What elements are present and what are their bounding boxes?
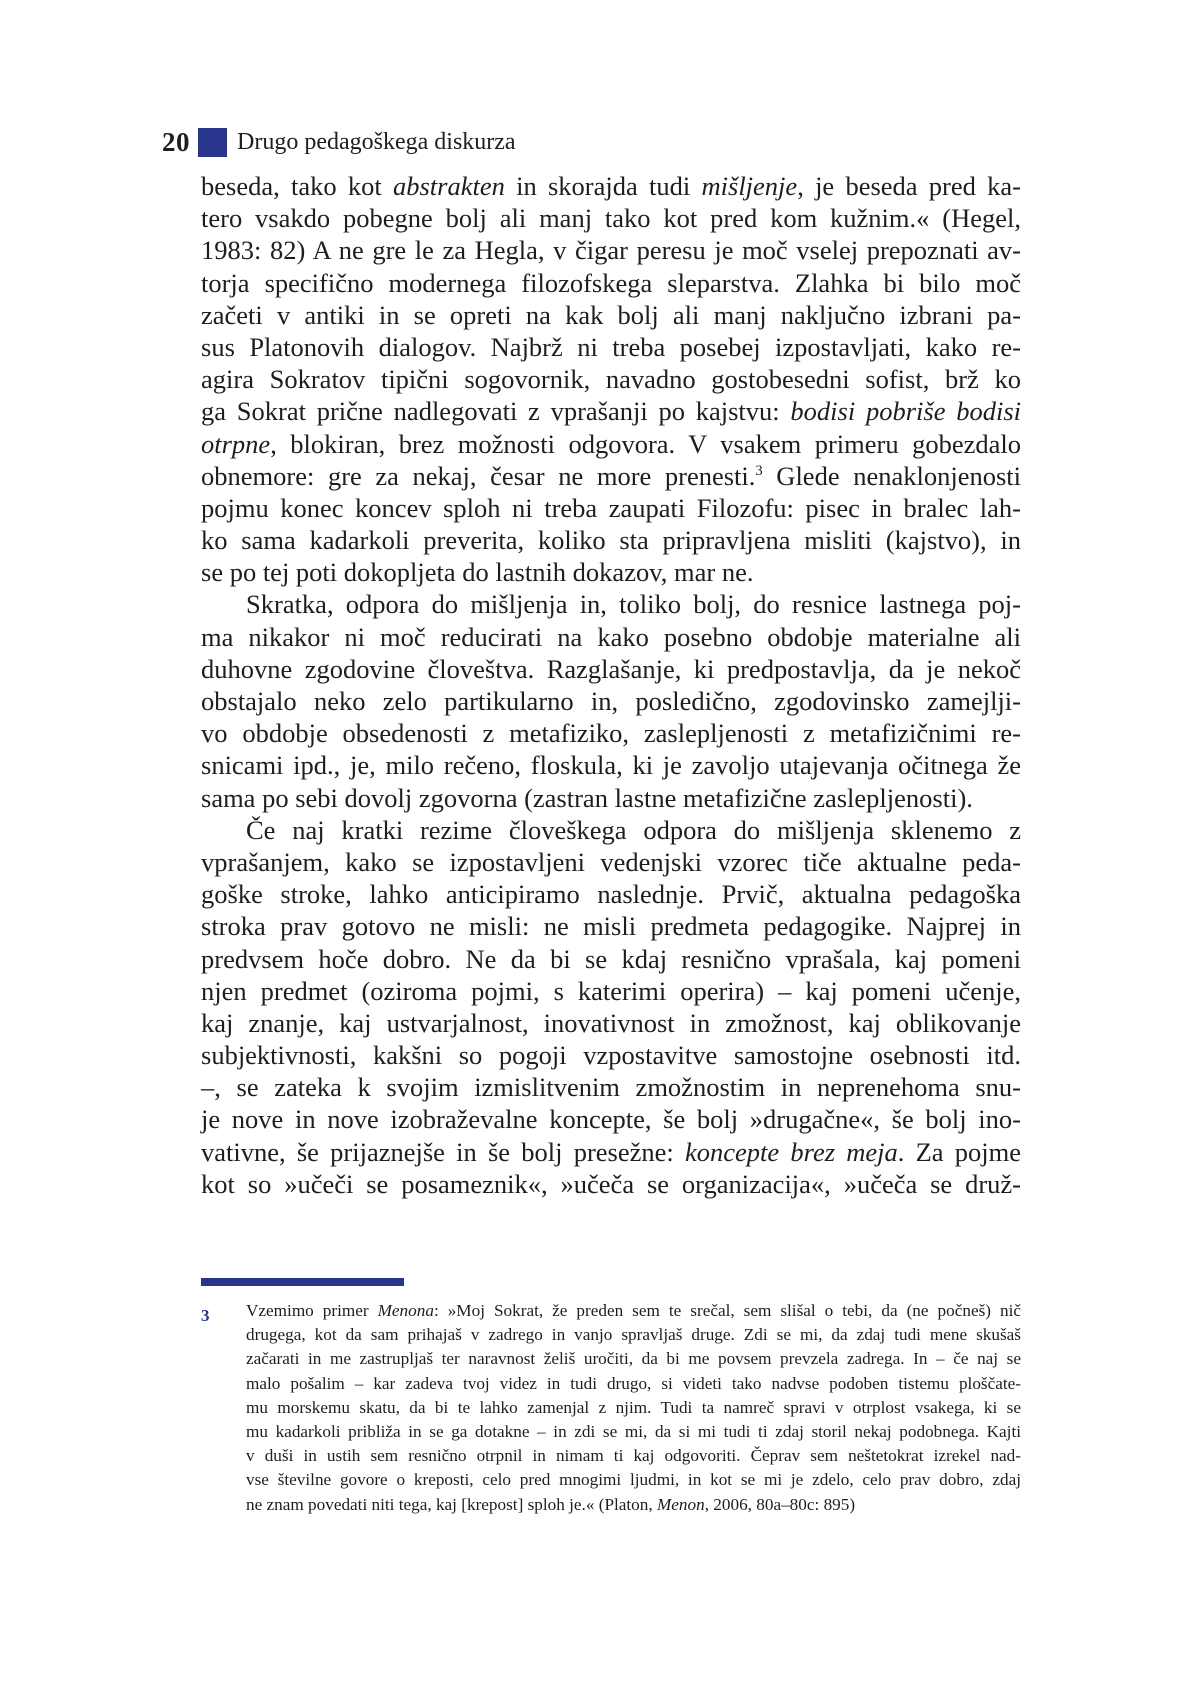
- text-line: predvsem hoče dobro. Ne da bi se kdaj resnično vprašala, kaj pomeni: [201, 943, 1021, 974]
- text-line: Če naj kratki rezime človeškega odpora do mišljenja sklenemo z: [246, 814, 1021, 845]
- footnote-line: v duši in ustih sem resnično otrpnil in nimam ti kaj odgovoriti. Čeprav sem neštetokrat izrekel nad-: [246, 1446, 1021, 1466]
- text-line: goške stroke, lahko anticipiramo naslednje. Prvič, aktualna pedagoška: [201, 879, 1021, 910]
- text-line: otrpne, blokiran, brez možnosti odgovora. V vsakem primeru gobezdalo: [201, 428, 1021, 459]
- footnote-line: vse številne govore o kreposti, celo pred mnogimi ljudmi, in kot se mi je zdelo, celo prav dobro, zdaj: [246, 1470, 1021, 1490]
- text-line: začeti v antiki in se opreti na kak bolj ali manj naključno izbrani pa-: [201, 299, 1021, 330]
- text-line: subjektivnosti, kakšni so pogoji vzpostavitve samostojne osebnosti itd.: [201, 1040, 1021, 1071]
- text-line: agira Sokratov tipični sogovornik, navadno gostobesedni sofist, brž ko: [201, 364, 1021, 395]
- text-line: ma nikakor ni moč reducirati na kako posebno obdobje materialne ali: [201, 621, 1021, 652]
- footnote-line: mu kadarkoli približa in se ga dotakne – in zdi se mi, da si mi tudi ti zdaj storil nekaj podobnega. Kajti: [246, 1421, 1021, 1441]
- page-number: 20: [162, 126, 190, 157]
- text-line: duhovne zgodovine človeštva. Razglašanje, ki predpostavlja, da je nekoč: [201, 653, 1021, 684]
- text-line: sama po sebi dovolj zgovorna (zastran lastne metafizične zaslepljenosti).: [201, 782, 973, 813]
- footnote-line: malo pošalim – kar zadeva tvoj videz in tudi drugo, si videti tako nadvse podoben tistemu ploščate-: [246, 1373, 1021, 1393]
- text-line: njen predmet (oziroma pojmi, s katerimi operira) – kaj pomeni učenje,: [201, 975, 1021, 1006]
- text-line: vprašanjem, kako se izpostavljeni vedenjski vzorec tiče aktualne peda-: [201, 846, 1021, 877]
- text-line: ko sama kadarkoli preverita, koliko sta pripravljena misliti (kajstvo), in: [201, 525, 1021, 556]
- footnote: [246, 1299, 1021, 1517]
- text-line: 1983: 82) A ne gre le za Hegla, v čigar peresu je moč vselej prepoznati av-: [201, 235, 1021, 266]
- text-line: –, se zateka k svojim izmislitvenim zmožnostim in neprenehoma snu-: [201, 1072, 1021, 1103]
- running-header: [162, 124, 516, 160]
- text-line: Skratka, odpora do mišljenja in, toliko bolj, do resnice lastnega poj-: [246, 589, 1021, 620]
- text-line: ga Sokrat prične nadlegovati z vprašanji po kajstvu: bodisi pobriše bodisi: [201, 396, 1021, 427]
- text-line: snicami ipd., je, milo rečeno, floskula, ki je zavoljo utajevanja očitnega že: [201, 750, 1021, 781]
- header-square-marker: [198, 128, 227, 157]
- text-line: tero vsakdo pobegne bolj ali manj tako kot pred kom kužnim.« (Hegel,: [201, 203, 1021, 234]
- text-line: sus Platonovih dialogov. Najbrž ni treba posebej izpostavljati, kako re-: [201, 331, 1021, 362]
- text-line: obstajalo neko zelo partikularno in, posledično, zgodovinsko zamejlji-: [201, 686, 1021, 716]
- main-text: [201, 170, 1021, 1200]
- footnote-line: Vzemimo primer Menona: »Moj Sokrat, že preden sem te srečal, sem slišal o tebi, da (ne počneš) nič: [246, 1301, 1021, 1320]
- footnote-line: ne znam povedati niti tega, kaj [krepost] sploh je.« (Platon, Menon, 2006, 80a–80c: 895): [246, 1494, 856, 1514]
- text-line: beseda, tako kot abstrakten in skorajda tudi mišljenje, je beseda pred ka-: [201, 171, 1021, 201]
- text-line: kot so »učeči se posameznik«, »učeča se organizacija«, »učeča se druž-: [201, 1168, 1021, 1199]
- text-line: vo obdobje obsedenosti z metafiziko, zaslepljenosti z metafizičnimi re-: [201, 718, 1021, 749]
- text-line: stroka prav gotovo ne misli: ne misli predmeta pedagogike. Najprej in: [201, 911, 1021, 942]
- text-line: kaj znanje, kaj ustvarjalnost, inovativnost in zmožnost, kaj oblikovanje: [201, 1007, 1021, 1038]
- footnote-number: 3: [201, 1306, 210, 1325]
- text-line: torja specifično modernega filozofskega sleparstva. Zlahka bi bilo moč: [201, 267, 1021, 298]
- footnote-line: začarati in me zastrupljaš ter naravnost želiš uročiti, da bi me povsem prevzela zadrega. In – če naj se: [246, 1349, 1021, 1369]
- footnote-separator: [201, 1278, 404, 1286]
- text-line: vativne, še prijaznejše in še bolj presežne: koncepte brez meja. Za pojme: [201, 1136, 1022, 1167]
- footnote-line: drugega, kot da sam prihajaš v zadrego in vanjo spravljaš druge. Zdi se mi, da zdaj tudi mene skušaš: [246, 1325, 1021, 1345]
- running-title: Drugo pedagoškega diskurza: [237, 128, 516, 155]
- footnote-line: mu morskemu skatu, da bi te lahko zamenjal z njim. Tudi ta namreč spravi v otrplost vsakega, ki se: [246, 1397, 1021, 1417]
- text-line: obnemore: gre za nekaj, česar ne more prenesti.$^3$ Glede nenaklonjenosti: [201, 460, 1021, 491]
- text-line: je nove in nove izobraževalne koncepte, še bolj »drugačne«, še bolj ino-: [201, 1104, 1021, 1135]
- text-line: pojmu konec koncev sploh ni treba zaupati Filozofu: pisec in bralec lah-: [201, 492, 1021, 523]
- text-line: se po tej poti dokopljeta do lastnih dokazov, mar ne.: [201, 557, 754, 588]
